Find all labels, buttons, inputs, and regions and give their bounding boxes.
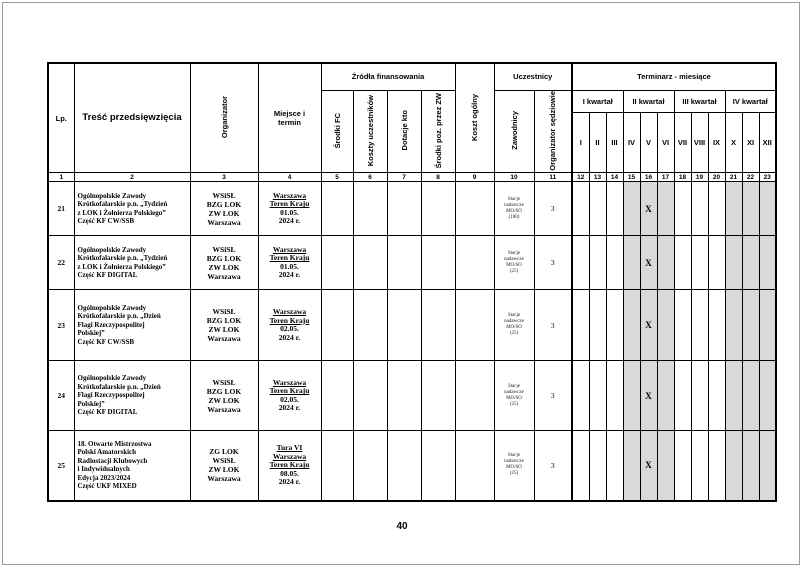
column-number: 4 <box>258 173 321 182</box>
tresc-header: Treść przedsięwzięcia <box>74 63 190 173</box>
month-cell <box>742 182 759 236</box>
event-place-date <box>258 361 321 431</box>
month-cell <box>623 361 640 431</box>
text-line: Warszawa <box>272 244 307 254</box>
column-number: 3 <box>190 173 258 182</box>
text-line: 02.05. <box>280 324 299 334</box>
column-number: 23 <box>759 173 776 182</box>
text-line: BZG LOK <box>206 386 242 396</box>
text-line: Radiostacji Klubowych <box>77 456 148 465</box>
empty-cell <box>387 290 421 361</box>
month-1-header: I <box>572 113 589 173</box>
empty-cell <box>421 182 455 236</box>
text-line: 2024 r. <box>278 332 301 342</box>
text-line: Ogólnopolskie Zawody <box>77 374 147 383</box>
month-cell <box>674 431 691 501</box>
text-line: Warszawa <box>207 271 241 281</box>
table-row <box>48 290 776 361</box>
text-line: Warszawa <box>272 307 307 317</box>
column-number: 6 <box>353 173 387 182</box>
month-mark: X <box>640 290 657 361</box>
text-line: i Indywidualnych <box>77 465 130 474</box>
month-cell <box>572 431 589 501</box>
event-organizer <box>190 182 258 236</box>
row-number: 23 <box>48 290 74 361</box>
text-line: Stacje <box>507 313 521 319</box>
column-number: 7 <box>387 173 421 182</box>
month-cell <box>674 361 691 431</box>
text-line: Warszawa <box>207 404 241 414</box>
month-cell <box>759 431 776 501</box>
text-line: Teren Kraju <box>269 460 310 470</box>
empty-cell <box>455 290 494 361</box>
empty-cell <box>353 361 387 431</box>
empty-cell <box>321 290 353 361</box>
event-title <box>74 361 190 431</box>
text-line: Ogólnopolskie Zawody <box>77 191 147 200</box>
event-title <box>74 431 190 501</box>
event-place-date <box>258 290 321 361</box>
participants-judges: 3 <box>534 431 572 501</box>
text-line: 02.05. <box>280 394 299 404</box>
month-cell <box>589 431 606 501</box>
month-5-header: V <box>640 113 657 173</box>
month-3-header: III <box>606 113 623 173</box>
empty-cell <box>421 290 455 361</box>
text-line: ZG LOK <box>209 447 239 457</box>
month-cell <box>708 361 725 431</box>
text-line: Teren Kraju <box>269 253 310 263</box>
text-line: MO/SO <box>506 325 522 331</box>
text-line: ZW LOK <box>208 262 240 272</box>
empty-cell <box>455 431 494 501</box>
event-title <box>74 290 190 361</box>
text-line: Polski Amatorskich <box>77 448 137 457</box>
quarter-1-header: I kwartał <box>572 90 623 113</box>
text-line: MO/SO <box>506 395 522 401</box>
month-cell <box>742 431 759 501</box>
month-cell <box>589 182 606 236</box>
month-cell <box>589 236 606 290</box>
month-cell <box>589 361 606 431</box>
empty-cell <box>353 236 387 290</box>
column-number: 15 <box>623 173 640 182</box>
column-number: 16 <box>640 173 657 182</box>
text-line: Część KF CW/SSB <box>77 217 135 226</box>
event-place-date <box>258 236 321 290</box>
organizator-header: Organizator <box>190 63 258 173</box>
month-mark: X <box>640 361 657 431</box>
table-row <box>48 361 776 431</box>
month-11-header: XI <box>742 113 759 173</box>
text-line: nadawcze <box>504 389 524 395</box>
text-line: nadawcze <box>504 202 524 208</box>
month-cell <box>657 290 674 361</box>
page-number: 40 <box>396 521 408 532</box>
text-line: Warszawa <box>272 377 307 387</box>
text-line: Część KF DIGITAL <box>77 271 138 280</box>
text-line: MO/SO <box>506 262 522 268</box>
month-mark: X <box>640 182 657 236</box>
text-line: Flagi Rzeczypospolitej <box>77 320 145 329</box>
month-cell <box>674 236 691 290</box>
text-line: Stacje <box>507 383 521 389</box>
participants-judges: 3 <box>534 182 572 236</box>
month-cell <box>691 182 708 236</box>
participants-competitors <box>494 290 534 361</box>
column-number: 20 <box>708 173 725 182</box>
participants-judges: 3 <box>534 361 572 431</box>
lp-header: Lp. <box>48 63 74 173</box>
month-cell <box>657 236 674 290</box>
month-cell <box>742 236 759 290</box>
event-place-date <box>258 182 321 236</box>
participants-competitors <box>494 361 534 431</box>
month-cell <box>691 361 708 431</box>
text-line: WSiSŁ <box>212 244 236 254</box>
text-line: BZG LOK <box>206 199 242 209</box>
text-line: Flagi Rzeczypospolitej <box>77 391 145 400</box>
column-number: 14 <box>606 173 623 182</box>
row-number: 21 <box>48 182 74 236</box>
dotacje-header: Dotacje kto <box>387 90 421 173</box>
month-cell <box>725 290 742 361</box>
empty-cell <box>455 236 494 290</box>
text-line: ZW LOK <box>208 395 240 405</box>
empty-cell <box>353 290 387 361</box>
text-line: 01.05. <box>280 207 299 217</box>
text-line: (25) <box>509 331 519 337</box>
month-2-header: II <box>589 113 606 173</box>
month-cell <box>674 290 691 361</box>
text-line: z LOK i Żołnierza Polskiego” <box>77 262 166 271</box>
column-number: 10 <box>494 173 534 182</box>
month-9-header: IX <box>708 113 725 173</box>
column-number: 1 <box>48 173 74 182</box>
column-number: 19 <box>691 173 708 182</box>
terminarz-header: Terminarz - miesiące <box>572 63 776 90</box>
text-line: Warszawa <box>272 190 307 200</box>
quarter-4-header: IV kwartał <box>725 90 776 113</box>
month-cell <box>623 182 640 236</box>
zrodla-header: Źródła finansowania <box>321 63 455 90</box>
empty-cell <box>321 182 353 236</box>
koszty-uczestnikow-header: Koszty uczestników <box>353 90 387 173</box>
text-line: Część UKF MIXED <box>77 482 137 491</box>
table-row <box>48 182 776 236</box>
empty-cell <box>321 431 353 501</box>
text-line: (25) <box>509 268 519 274</box>
text-line: Część KF CW/SSB <box>77 337 135 346</box>
empty-cell <box>387 236 421 290</box>
text-line: Część KF DIGITAL <box>77 408 138 417</box>
empty-cell <box>455 361 494 431</box>
empty-cell <box>353 431 387 501</box>
schedule-table <box>47 62 777 502</box>
month-cell <box>657 182 674 236</box>
table-row <box>48 431 776 501</box>
month-cell <box>708 431 725 501</box>
text-line: 2024 r. <box>278 477 301 487</box>
column-number: 2 <box>74 173 190 182</box>
empty-cell <box>321 236 353 290</box>
miejsce-header: Miejsce i termin <box>258 63 321 173</box>
srodki-fc-header: Środki FC <box>321 90 353 173</box>
text-line: Teren Kraju <box>269 315 310 325</box>
participants-competitors <box>494 431 534 501</box>
column-number: 8 <box>421 173 455 182</box>
month-cell <box>572 236 589 290</box>
month-cell <box>691 236 708 290</box>
uczestnicy-header: Uczestnicy <box>494 63 572 90</box>
text-line: Krótkofalarskie p.n. „Tydzień <box>77 254 168 263</box>
month-cell <box>725 431 742 501</box>
text-line: (25) <box>509 471 519 477</box>
text-line: nadawcze <box>504 256 524 262</box>
column-number: 5 <box>321 173 353 182</box>
event-place-date <box>258 431 321 501</box>
text-line: 2024 r. <box>278 270 301 280</box>
text-line: Tura VI <box>276 443 303 453</box>
month-6-header: VI <box>657 113 674 173</box>
event-title <box>74 236 190 290</box>
empty-cell <box>455 182 494 236</box>
empty-cell <box>321 361 353 431</box>
text-line: Polskiej” <box>77 399 105 408</box>
text-line: Krótkofalarskie p.n. „Tydzień <box>77 200 168 209</box>
text-line: 2024 r. <box>278 216 301 226</box>
empty-cell <box>421 431 455 501</box>
month-cell <box>691 431 708 501</box>
row-number: 24 <box>48 361 74 431</box>
column-number: 17 <box>657 173 674 182</box>
month-cell <box>725 236 742 290</box>
koszt-ogolny-header: Koszt ogólny <box>455 63 494 173</box>
zawodnicy-header: Zawodnicy <box>494 90 534 173</box>
month-cell <box>759 182 776 236</box>
row-number: 25 <box>48 431 74 501</box>
month-cell <box>725 361 742 431</box>
empty-cell <box>387 182 421 236</box>
srodki-poz-header: Środki poz. przez ZW <box>421 90 455 173</box>
column-number: 11 <box>534 173 572 182</box>
column-number: 12 <box>572 173 589 182</box>
month-cell <box>657 361 674 431</box>
organizator-sedziowie-header: Organizator sędziowie <box>534 90 572 173</box>
text-line: WSiSŁ <box>212 307 236 317</box>
month-4-header: IV <box>623 113 640 173</box>
month-cell <box>708 182 725 236</box>
event-title <box>74 182 190 236</box>
text-line: BZG LOK <box>206 316 242 326</box>
column-number: 22 <box>742 173 759 182</box>
text-line: ZW LOK <box>208 465 240 475</box>
text-line: nadawcze <box>504 459 524 465</box>
text-line: WSiSŁ <box>212 190 236 200</box>
month-cell <box>572 290 589 361</box>
text-line: z LOK i Żołnierza Polskiego” <box>77 208 166 217</box>
quarter-3-header: III kwartał <box>674 90 725 113</box>
event-organizer <box>190 431 258 501</box>
text-line: Warszawa <box>272 451 307 461</box>
text-line: WSiSŁ <box>212 456 236 466</box>
month-cell <box>623 236 640 290</box>
text-line: (25) <box>509 401 519 407</box>
text-line: Krótkofalarskie p.n. „Dzień <box>77 312 161 321</box>
text-line: WSiSŁ <box>212 377 236 387</box>
text-line: Ogólnopolskie Zawody <box>77 303 147 312</box>
text-line: Stacje <box>507 453 521 459</box>
text-line: BZG LOK <box>206 253 242 263</box>
month-cell <box>623 290 640 361</box>
column-number: 18 <box>674 173 691 182</box>
text-line: (100) <box>508 214 520 220</box>
empty-cell <box>421 236 455 290</box>
table-row <box>48 236 776 290</box>
text-line: ZW LOK <box>208 325 240 335</box>
month-cell <box>589 290 606 361</box>
month-mark: X <box>640 431 657 501</box>
month-cell <box>759 236 776 290</box>
text-line: 01.05. <box>280 261 299 271</box>
column-number-row <box>48 173 776 182</box>
row-number: 22 <box>48 236 74 290</box>
month-7-header: VII <box>674 113 691 173</box>
text-line: MO/SO <box>506 208 522 214</box>
text-line: Teren Kraju <box>269 386 310 396</box>
month-cell <box>623 431 640 501</box>
participants-judges: 3 <box>534 236 572 290</box>
text-line: Warszawa <box>207 334 241 344</box>
month-12-header: XII <box>759 113 776 173</box>
event-organizer <box>190 361 258 431</box>
column-number: 21 <box>725 173 742 182</box>
month-cell <box>572 182 589 236</box>
month-cell <box>691 290 708 361</box>
month-cell <box>674 182 691 236</box>
participants-judges: 3 <box>534 290 572 361</box>
month-cell <box>725 182 742 236</box>
month-10-header: X <box>725 113 742 173</box>
month-cell <box>708 236 725 290</box>
empty-cell <box>387 361 421 431</box>
text-line: 18. Otwarte Mistrzostwa <box>77 439 152 448</box>
empty-cell <box>387 431 421 501</box>
month-8-header: VIII <box>691 113 708 173</box>
month-cell <box>742 290 759 361</box>
text-line: MO/SO <box>506 465 522 471</box>
month-cell <box>606 361 623 431</box>
month-cell <box>708 290 725 361</box>
column-number: 9 <box>455 173 494 182</box>
month-cell <box>572 361 589 431</box>
text-line: Warszawa <box>207 217 241 227</box>
empty-cell <box>353 182 387 236</box>
month-cell <box>606 431 623 501</box>
event-organizer <box>190 290 258 361</box>
text-line: Edycja 2023/2024 <box>77 473 131 482</box>
text-line: Stacje <box>507 250 521 256</box>
column-number: 13 <box>589 173 606 182</box>
month-mark: X <box>640 236 657 290</box>
month-cell <box>606 182 623 236</box>
month-cell <box>759 361 776 431</box>
month-cell <box>742 361 759 431</box>
text-line: ZW LOK <box>208 208 240 218</box>
text-line: Krótkofalarskie p.n. „Dzień <box>77 382 161 391</box>
quarter-2-header: II kwartał <box>623 90 674 113</box>
month-cell <box>606 290 623 361</box>
text-line: 2024 r. <box>278 403 301 413</box>
month-cell <box>657 431 674 501</box>
month-cell <box>759 290 776 361</box>
text-line: Warszawa <box>207 474 241 484</box>
text-line: Teren Kraju <box>269 199 310 209</box>
text-line: 08.05. <box>280 468 299 478</box>
participants-competitors <box>494 182 534 236</box>
participants-competitors <box>494 236 534 290</box>
month-cell <box>606 236 623 290</box>
text-line: Polskiej” <box>77 329 105 338</box>
event-organizer <box>190 236 258 290</box>
text-line: nadawcze <box>504 319 524 325</box>
text-line: Ogólnopolskie Zawody <box>77 245 147 254</box>
text-line: Stacje <box>507 196 521 202</box>
empty-cell <box>421 361 455 431</box>
